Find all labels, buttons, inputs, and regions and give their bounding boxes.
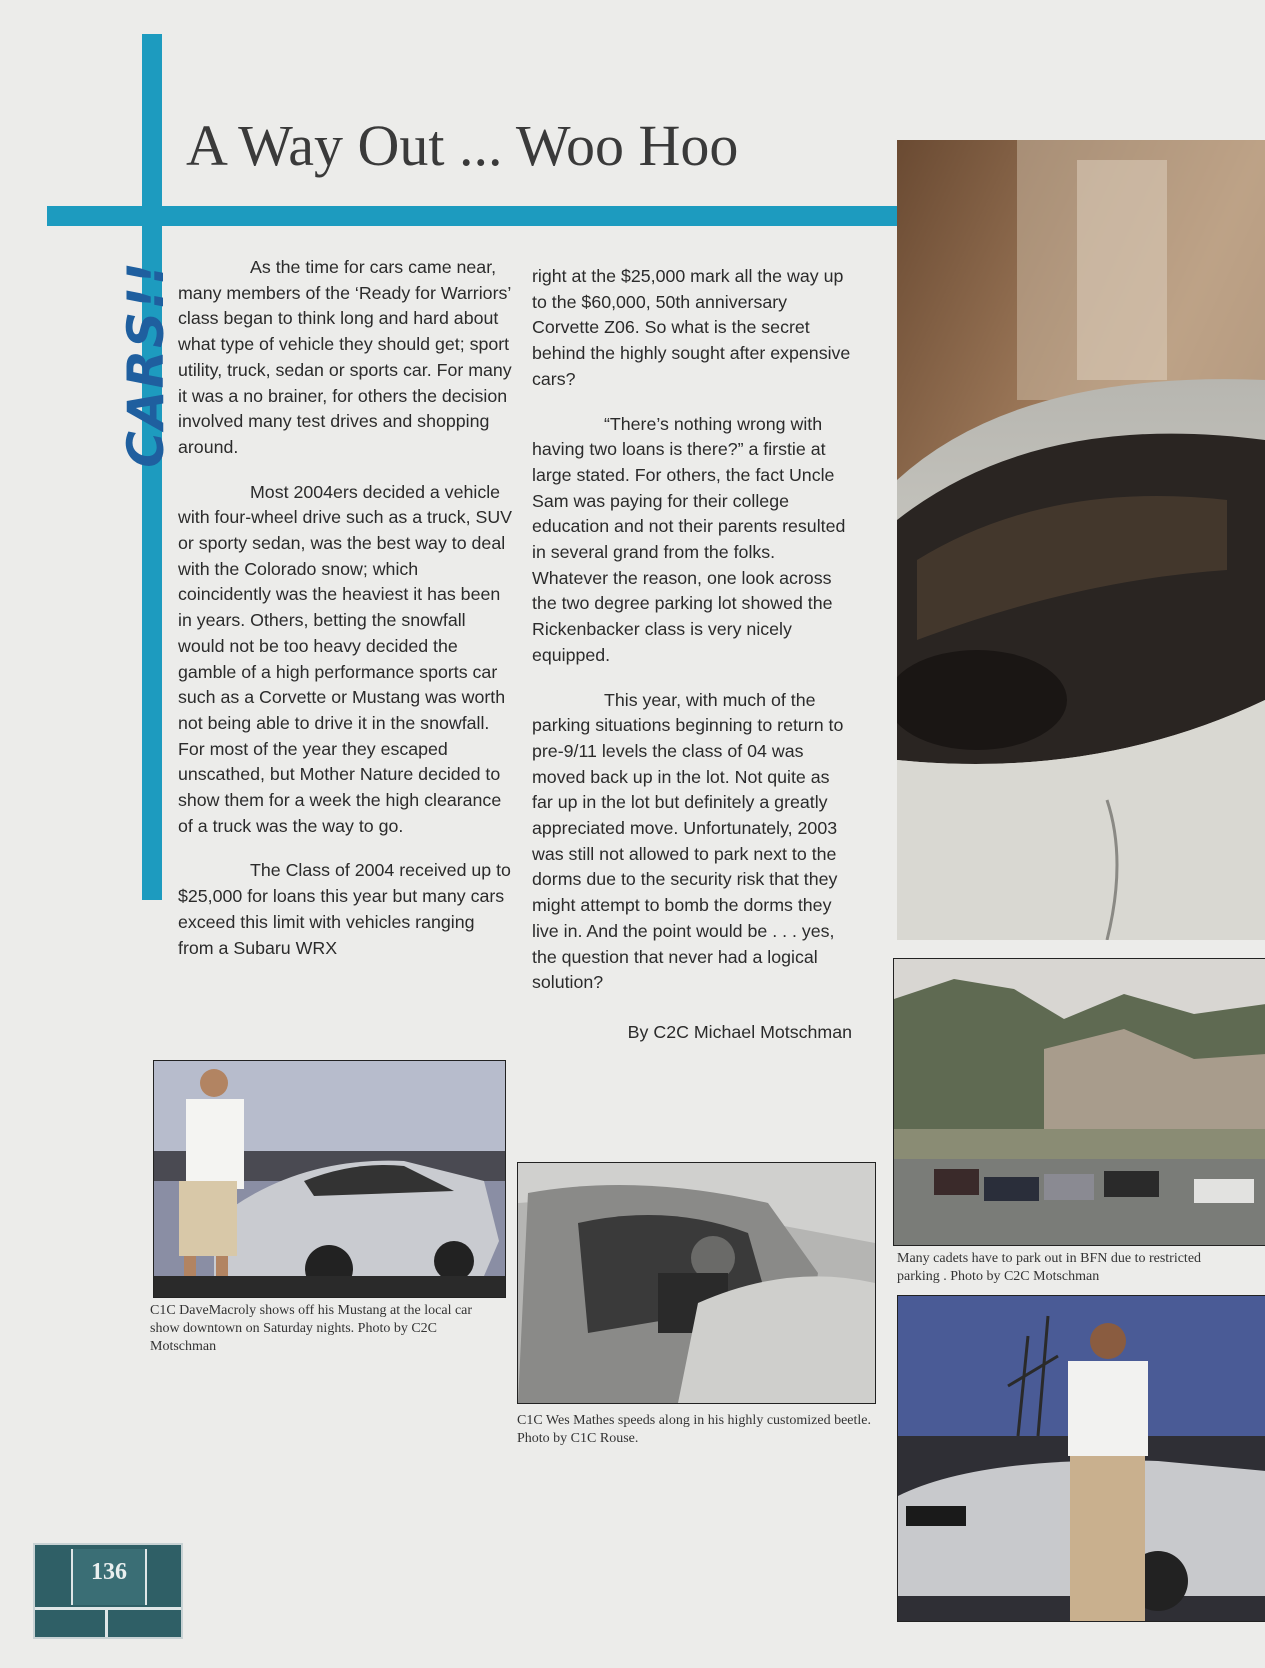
divider bbox=[35, 1607, 181, 1610]
page-number-block bbox=[33, 1543, 183, 1639]
paragraph: “There’s nothing wrong with having two loans is there?” a firstie at large stated. For others, the fact Uncle Sam was paying for their college education and not their parents resulted in several grand from the folks. Whatever the reason, one look across the two degree parking lot showed the Rickenbacker class is very nicely equipped. bbox=[532, 413, 846, 665]
paragraph: Most 2004ers decided a vehicle with four-wheel drive such as a truck, SUV or sporty sedan, was the best way to deal with the Colorado snow; which coincidently was the heaviest it has been in years. Others, betting the snowfall would not be too heavy decided the gamble of a high performance sports car such as a Corvette or Mustang was worth not being able to drive it in the snowfall. For most of the year they escaped unscathed, but Mother Nature decided to show them for a week the high clearance of a truck was the way to go. bbox=[178, 481, 513, 836]
cadet-mustang-photo bbox=[897, 1295, 1265, 1622]
paragraph: As the time for cars came near, many members of the ‘Ready for Warriors’ class began to think long and hard about what type of vehicle they should get; sport utility, truck, sedan or sports car. For many it was a no brainer, for others the decision involved many test drives and shopping around. bbox=[178, 257, 512, 457]
paragraph: The Class of 2004 received up to $25,000 for loans this year but many cars exceed this limit with vehicles ranging from a Subaru WRX bbox=[178, 860, 511, 958]
beetle-photo bbox=[517, 1162, 876, 1404]
mustang-photo bbox=[153, 1060, 506, 1298]
page-number: 136 bbox=[91, 1559, 127, 1585]
parking-lot-photo bbox=[893, 958, 1265, 1246]
parking-caption: Many cadets have to park out in BFN due to restricted parking . Photo by C2C Motschman bbox=[897, 1251, 1202, 1284]
car-interior-photo bbox=[897, 140, 1265, 940]
side-title: CARS!! bbox=[116, 260, 175, 468]
paragraph: This year, with much of the parking situations beginning to return to pre-9/11 levels the class of 04 was moved back up in the lot. Not quite as far up in the lot but definitely a greatly appreciated move. Unfortunately, 2003 was still not allowed to park next to the dorms due to the security risk that they might attempt to bomb the dorms they live in. And the point would be . . . yes, the question that never had a logical solution? bbox=[532, 689, 844, 993]
byline: By C2C Michael Motschman bbox=[627, 1021, 852, 1042]
mustang-caption: C1C DaveMacroly shows off his Mustang at the local car show downtown on Saturday nights. Photo by C2C Motschman bbox=[150, 1303, 473, 1354]
beetle-caption: C1C Wes Mathes speeds along in his highly customized beetle. Photo by C1C Rouse. bbox=[517, 1413, 872, 1446]
divider bbox=[105, 1607, 108, 1637]
paragraph: right at the $25,000 mark all the way up to the $60,000, 50th anniversary Corvette Z06. So what is the secret behind the highly sought after expensive cars? bbox=[532, 266, 851, 389]
article-column-1 bbox=[178, 255, 513, 980]
article-column-2 bbox=[532, 264, 852, 1065]
horizontal-accent-bar bbox=[47, 206, 897, 226]
page-title: A Way Out ... Woo Hoo bbox=[186, 113, 739, 178]
